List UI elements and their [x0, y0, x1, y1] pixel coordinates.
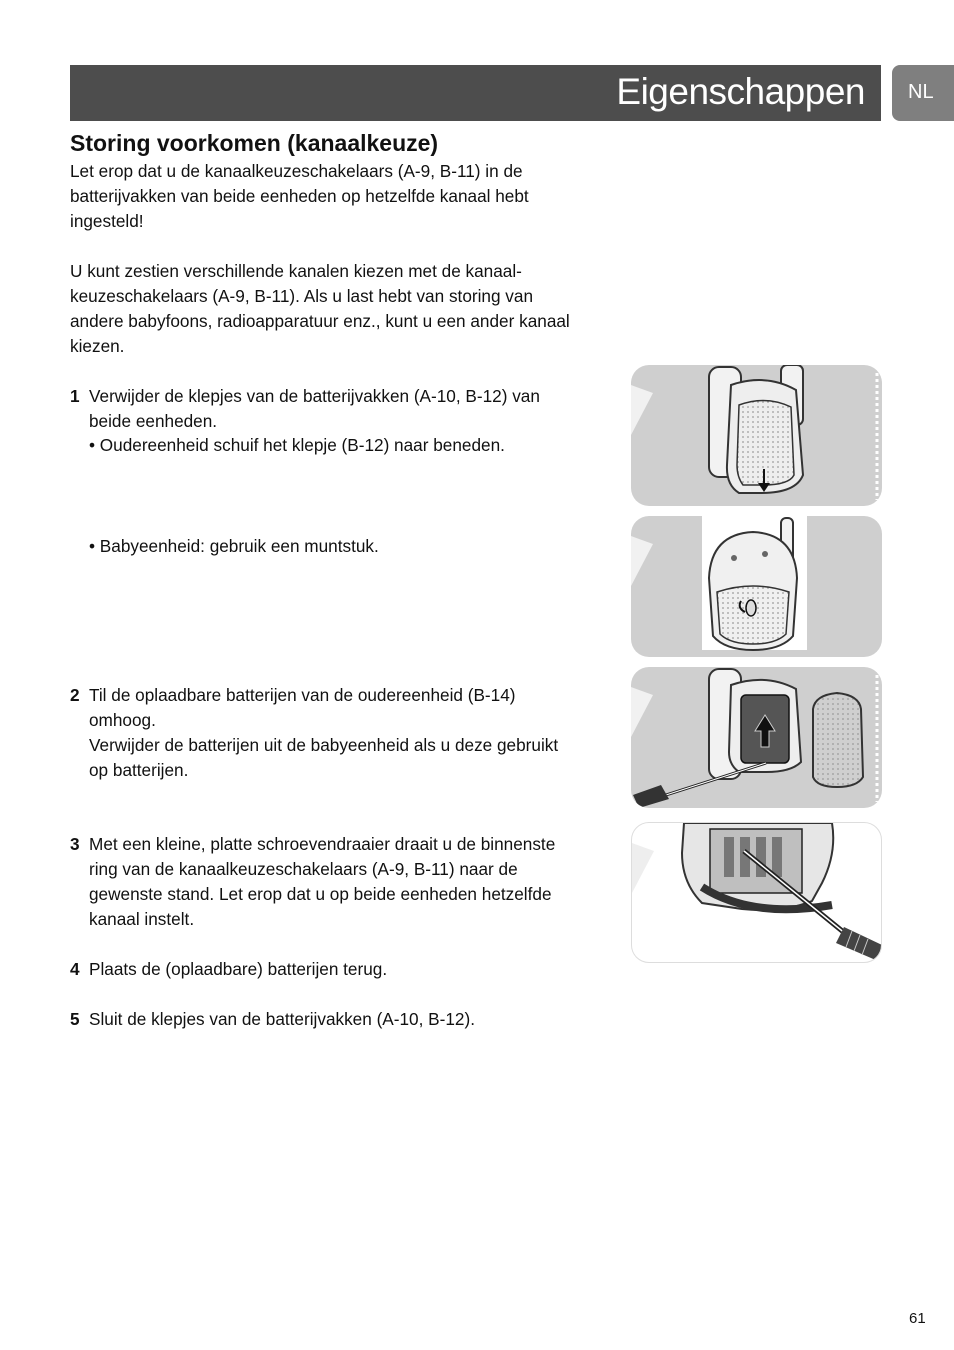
step-1-bullet-parent-unit: • Oudereenheid schuif het klepje (B-12) naar beneden. [89, 435, 505, 455]
text-line: Verwijder de batterijen uit de babyeenheid als u deze gebruikt [89, 735, 559, 755]
language-tab-label: NL [908, 81, 934, 103]
text-line: Til de oplaadbare batterijen van de oudereenheid (B-14) [89, 685, 516, 705]
text-line: andere babyfoons, radioapparatuur enz., kunt u een ander kanaal [70, 311, 570, 331]
step-4 [70, 957, 615, 982]
intro-paragraph [70, 159, 610, 234]
figure-parent-unit-cover [631, 365, 882, 506]
parent-unit-illustration [631, 365, 882, 506]
channel-paragraph [70, 259, 610, 359]
step-5 [70, 1007, 615, 1032]
text-line: op batterijen. [89, 760, 189, 780]
text-line: kanaal instelt. [89, 909, 195, 929]
text-line: beide eenheden. [89, 411, 218, 431]
text-line: Sluit de klepjes van de batterijvakken (A-10, B-12). [89, 1009, 475, 1029]
battery-lift-illustration [631, 667, 882, 808]
figure-lift-batteries [631, 667, 882, 808]
step-1-bullet-baby-unit: • Babyeenheid: gebruik een muntstuk. [89, 536, 379, 556]
step-number: 3 [70, 834, 80, 854]
page-number: 61 [909, 1310, 926, 1327]
step-2 [70, 683, 615, 783]
text-line: Met een kleine, platte schroevendraaier draait u de binnenste [89, 834, 556, 854]
channel-selector-illustration [632, 823, 882, 963]
figure-baby-unit-coin [631, 516, 882, 657]
text-line: omhoog. [89, 710, 156, 730]
section-title: Storing voorkomen (kanaalkeuze) [70, 130, 439, 156]
text-line: batterijvakken van beide eenheden op hetzelfde kanaal hebt [70, 186, 529, 206]
step-number: 2 [70, 685, 80, 705]
baby-unit-illustration [631, 516, 882, 657]
text-line: kiezen. [70, 336, 125, 356]
text-line: keuzeschakelaars (A-9, B-11). Als u last hebt van storing van [70, 286, 534, 306]
header-bar [70, 65, 881, 121]
text-line: U kunt zestien verschillende kanalen kiezen met de kanaal- [70, 261, 522, 281]
text-line: ingesteld! [70, 211, 144, 231]
text-line: ring van de kanaalkeuzeschakelaars (A-9, B-11) naar de [89, 859, 518, 879]
step-number: 5 [70, 1009, 80, 1029]
text-line: Verwijder de klepjes van de batterijvakken (A-10, B-12) van [89, 386, 540, 406]
language-tab [892, 65, 954, 121]
text-line: Plaats de (oplaadbare) batterijen terug. [89, 959, 388, 979]
step-number: 4 [70, 959, 80, 979]
step-1 [70, 384, 615, 434]
text-line: gewenste stand. Let erop dat u op beide eenheden hetzelfde [89, 884, 552, 904]
step-3 [70, 832, 615, 932]
page-title: Eigenschappen [616, 71, 865, 112]
figure-channel-selector-screwdriver [631, 822, 882, 963]
text-line: Let erop dat u de kanaalkeuzeschakelaars (A-9, B-11) in de [70, 161, 523, 181]
step-number: 1 [70, 386, 80, 406]
